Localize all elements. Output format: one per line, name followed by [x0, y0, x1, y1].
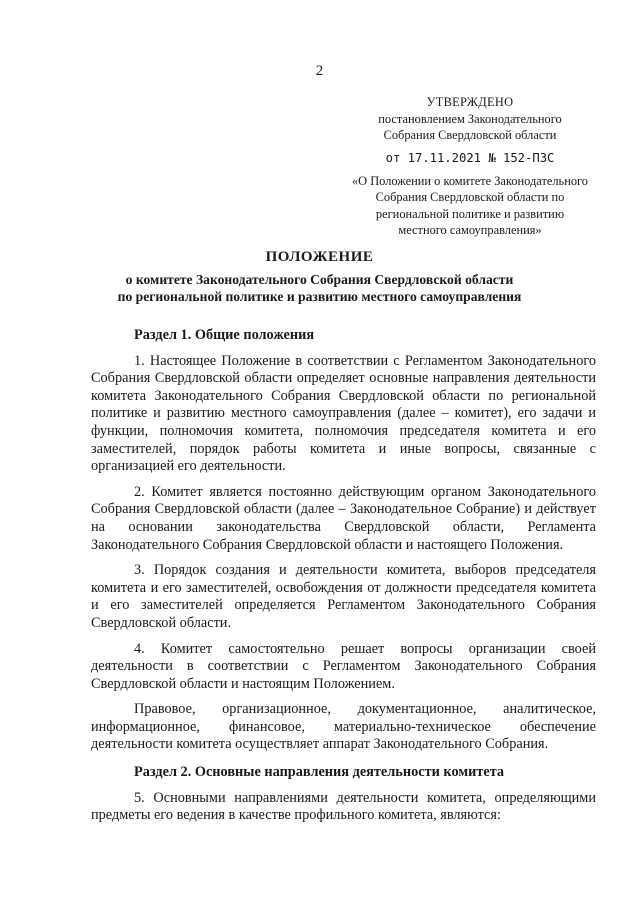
approval-line: Собрания Свердловской области — [383, 128, 557, 142]
document-body — [91, 327, 596, 833]
page-number: 2 — [315, 63, 324, 79]
section-1-heading: Раздел 1. Общие положения — [134, 327, 315, 343]
document-title-block — [0, 248, 639, 305]
approval-line: постановлением Законодательного — [378, 111, 562, 126]
document-heading: ПОЛОЖЕНИЕ — [265, 249, 374, 265]
approval-reference-line: местного самоуправления» — [398, 223, 542, 237]
approval-stamp: от 17.11.2021 № 152-ПЗС — [385, 150, 555, 165]
paragraph-1: 1. Настоящее Положение в соответствии с Регламентом Законодательного Собрания Свердловской области определяет основные направления деятельности комитета Законодательного Собрания Свердловской области по региональной политике и развитию местного самоуправления (далее – комитет), его задачи и функции, полномочия комитета, полномочия председателя комитета и его заместителей, порядок работы комитета и иные вопросы, связанные с организацией его деятельности. — [91, 352, 596, 475]
document-subheading: о комитете Законодательного Собрания Свердловской области — [125, 272, 514, 287]
approval-title: УТВЕРЖДЕНО — [426, 95, 514, 109]
approval-reference-line: региональной политике и развитию — [375, 206, 565, 221]
paragraph-5: 5. Основными направлениями деятельности комитета, определяющими предметы его ведения в качестве профильного комитета, являются: — [91, 789, 596, 824]
paragraph-4-continued: Правовое, организационное, документационное, аналитическое, информационное, финансовое, материально-техническое обеспечение деятельности комитета осуществляет аппарат Законодательного Собрания. — [91, 701, 596, 753]
approval-block — [330, 94, 610, 239]
paragraph-2: 2. Комитет является постоянно действующим органом Законодательного Собрания Свердловской области (далее – Законодательное Собрание) и действует на основании законодательства Свердловской области, Регламента Законодательного Собрания Свердловской области и настоящего Положения. — [91, 483, 596, 553]
section-2-heading: Раздел 2. Основные направления деятельности комитета — [134, 764, 505, 781]
paragraph-4: 4. Комитет самостоятельно решает вопросы организации своей деятельности в соответствии с Регламентом Законодательного Собрания Свердловской области и настоящим Положением. — [91, 640, 596, 692]
approval-reference-line: «О Положении о комитете Законодательного — [351, 173, 588, 188]
paragraph-3: 3. Порядок создания и деятельности комитета, выборов председателя комитета и его заместителей, освобождения от должности председателя комитета и его заместителей определяется Регламентом Законодательного Собрания Свердловской области. — [91, 562, 596, 631]
approval-reference-line: Собрания Свердловской области по — [375, 190, 565, 204]
document-subheading: по региональной политике и развитию местного самоуправления — [117, 288, 522, 304]
